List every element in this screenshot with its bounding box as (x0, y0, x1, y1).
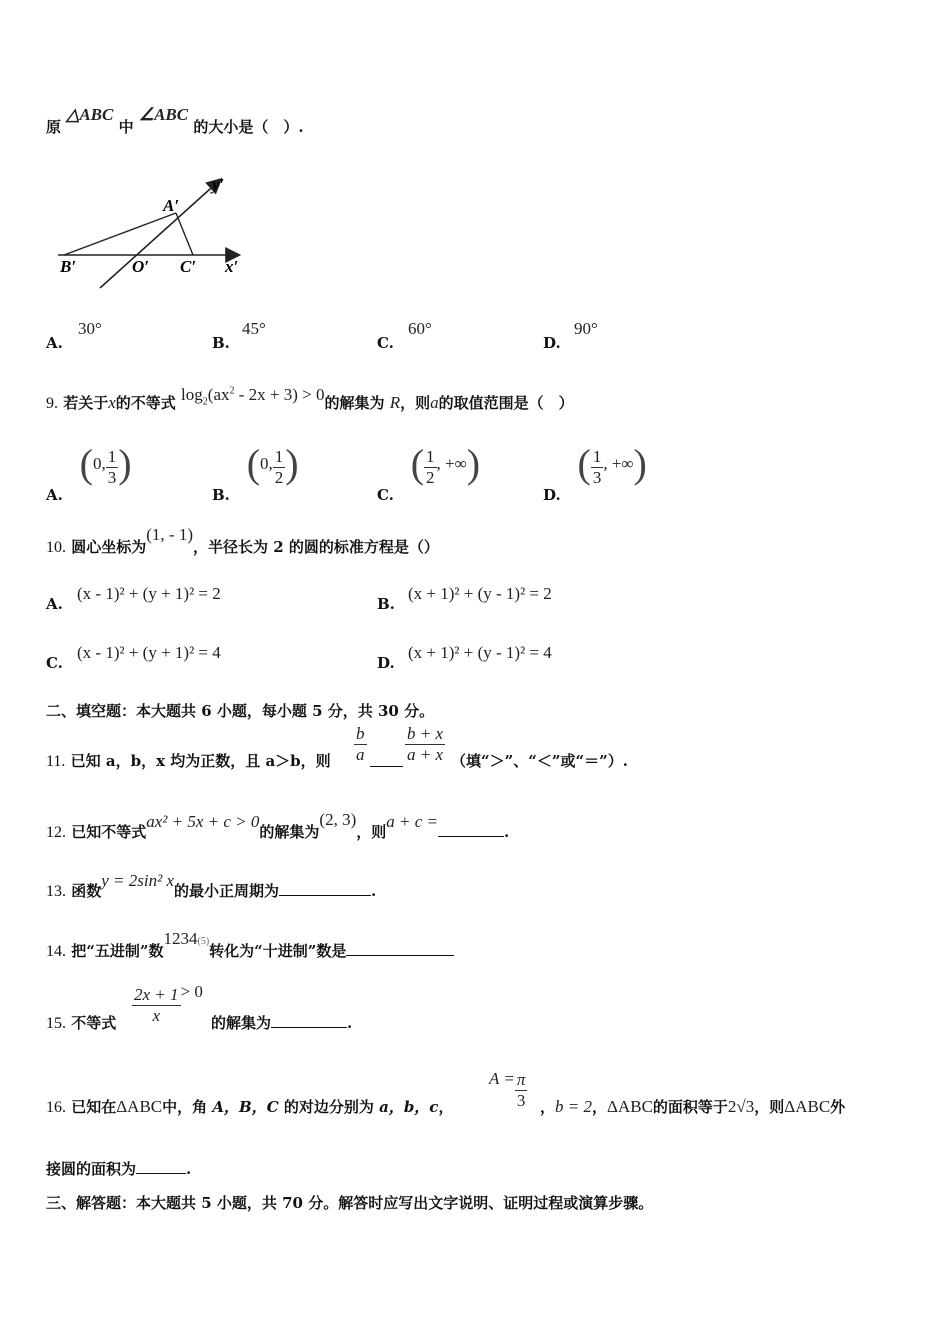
frac-num: 1 (592, 446, 602, 466)
q12-text: 的解集为 (259, 823, 320, 841)
q8-stem-post: 的大小是（ ）. (193, 118, 304, 136)
q12-expression: a + c = (386, 812, 439, 831)
q16-triangle: ΔABC (784, 1097, 831, 1116)
q16-stem-line1 (46, 1096, 453, 1117)
q10-text: ，半径长为 2 的圆的标准方程是（） (192, 538, 439, 556)
q16-triangle: ΔABC (116, 1097, 163, 1116)
q11-text-end: （填“＞”、“＜”或“＝”）. (451, 752, 628, 770)
q16-stem-line1-end (540, 1096, 845, 1117)
frac-num: 1 (274, 446, 284, 466)
q15-relation: > 0 (180, 982, 203, 1002)
q9-var-r: R (389, 393, 401, 412)
q9-option-d[interactable] (543, 440, 647, 504)
option-letter: A. (46, 334, 63, 352)
q10-option-c[interactable] (46, 654, 63, 672)
q10-number: 10. (46, 539, 66, 556)
q16-number: 16. (46, 1099, 66, 1116)
q13-text: 函数 (71, 882, 102, 900)
y-axis-line (100, 180, 220, 288)
q10-text: 圆心坐标为 (71, 538, 147, 556)
q14-blank[interactable] (346, 941, 454, 956)
option-letter: C. (46, 654, 63, 672)
q12-solution-set: (2, 3) (319, 810, 357, 829)
log-arg: (ax (207, 385, 230, 404)
close-paren: ) (466, 441, 481, 486)
q16-text: 中，角 (162, 1098, 213, 1116)
q12-number: 12. (46, 824, 66, 841)
q8-stem (46, 105, 304, 137)
interval-d (577, 441, 647, 487)
q16-b-value: b = 2 (555, 1097, 592, 1116)
option-letter: B. (212, 486, 230, 504)
option-letter: A. (46, 595, 63, 613)
close-paren: ) (118, 441, 132, 486)
q11-text: 已知 a，b，x 均为正数，且 a＞b，则 (70, 752, 331, 770)
q15-inequality (132, 982, 203, 1026)
frac-den: a + x (407, 745, 444, 764)
q14-base: (5) (197, 936, 210, 947)
label-a-prime: A′ (163, 196, 180, 215)
q16-text: 外 (830, 1098, 846, 1116)
section-2-heading: 二、填空题：本大题共 6 小题，每小题 5 分，共 30 分。 (46, 702, 435, 720)
option-letter: D. (543, 486, 561, 504)
label-b-prime: B′ (60, 257, 77, 276)
label-c-prime: C′ (180, 257, 197, 276)
open-paren: ( (246, 441, 261, 486)
q12-inequality: ax² + 5x + c > 0 (146, 812, 260, 831)
option-letter: C. (377, 334, 394, 352)
open-paren: ( (577, 441, 591, 486)
q8-option-c[interactable] (377, 334, 394, 352)
open-paren: ( (410, 441, 425, 486)
q9-text: 的不等式 (115, 394, 176, 412)
q16-text: . (186, 1160, 192, 1178)
q10-option-b[interactable] (377, 595, 395, 613)
q9-stem (46, 385, 574, 415)
option-letter: C. (377, 486, 394, 504)
interval-left: 0, (92, 454, 106, 473)
q8-triangle-math: △ABC (66, 105, 114, 124)
q12-blank[interactable] (438, 822, 504, 837)
label-y-prime: y′ (212, 175, 225, 194)
frac-den: 2 (426, 467, 435, 487)
q14-text: 把“五进制”数 (71, 942, 164, 960)
q16-text: 接圆的面积为 (46, 1160, 137, 1178)
open-paren: ( (79, 441, 93, 486)
q8-option-b-value: 45° (242, 319, 266, 338)
q9-option-a[interactable] (46, 440, 132, 504)
frac-num: b (356, 724, 365, 743)
q12-stem (46, 810, 510, 842)
interval-c (410, 441, 481, 487)
close-paren: ) (633, 441, 647, 486)
log-exp: 2 (229, 385, 235, 397)
q11-number: 11. (46, 753, 66, 770)
q16-text: 的对边分别为 (278, 1098, 380, 1116)
q13-text: 的最小正周期为 (174, 882, 280, 900)
interval-right: , +∞ (603, 454, 634, 473)
option-letter: B. (377, 595, 395, 613)
q13-text: . (371, 882, 377, 900)
q14-stem (46, 929, 454, 961)
interval-left: 0, (260, 454, 273, 473)
q9-option-b[interactable] (212, 440, 299, 504)
section-3-heading: 三、解答题：本大题共 5 小题，共 70 分。解答时应写出文字说明、证明过程或演算步骤。 (46, 1194, 654, 1212)
close-paren: ) (285, 441, 299, 486)
q9-text: ，则 (400, 394, 431, 412)
frac-num: b + x (407, 724, 444, 743)
q15-number: 15. (46, 1015, 66, 1032)
q8-stem-mid: 中 (118, 118, 134, 136)
interval-b (246, 441, 299, 487)
label-x-prime: x′ (225, 257, 239, 276)
frac-den: 3 (107, 467, 117, 487)
q13-number: 13. (46, 883, 66, 900)
q11-stem (46, 750, 331, 771)
q10-option-a-expr: (x - 1)² + (y + 1)² = 2 (77, 584, 221, 603)
q15-text: . (347, 1014, 353, 1032)
option-letter: D. (543, 334, 561, 352)
q8-option-a-value: 30° (78, 319, 102, 338)
q11-blank[interactable] (370, 752, 403, 771)
q16-text: ，则 (754, 1098, 785, 1116)
q14-number: 14. (46, 943, 66, 960)
interval-right: , +∞ (436, 454, 467, 473)
q16-blank[interactable] (136, 1159, 186, 1174)
q8-option-c-value: 60° (408, 319, 432, 338)
q15-stem-end (211, 1012, 352, 1033)
q9-option-c[interactable] (377, 440, 481, 504)
option-letter: A. (46, 486, 63, 504)
q9-number: 9. (46, 395, 58, 412)
q16-angles: A，B，C (212, 1098, 279, 1116)
log-rest: - 2x + 3) > 0 (234, 385, 325, 404)
segment-ac (176, 213, 193, 255)
q15-text: 不等式 (71, 1014, 117, 1032)
q16-sides: a，b，c (379, 1098, 439, 1116)
q16-text: ， (540, 1098, 556, 1116)
q15-blank[interactable] (271, 1013, 347, 1028)
q9-text: 的取值范围是（ ） (438, 394, 574, 412)
q10-option-b-expr: (x + 1)² + (y - 1)² = 2 (408, 584, 552, 603)
q10-option-c-expr: (x - 1)² + (y + 1)² = 4 (77, 643, 221, 662)
q12-text: 已知不等式 (71, 823, 147, 841)
q8-option-d-value: 90° (574, 319, 598, 338)
frac-den: 3 (592, 467, 602, 487)
log-label: log (181, 385, 203, 404)
q16-triangle: ΔABC (607, 1097, 653, 1116)
log-base: 2 (202, 396, 208, 408)
q13-blank[interactable] (279, 881, 371, 896)
q9-var-x: x (108, 393, 116, 412)
q16-text: 已知在 (71, 1098, 117, 1116)
q16-text: 的面积等于 (652, 1098, 728, 1116)
q10-option-a[interactable] (46, 595, 63, 613)
q8-stem-pre: 原 (46, 118, 62, 136)
frac-num: 2x + 1 (134, 985, 179, 1004)
q15-text: 的解集为 (211, 1014, 272, 1032)
q10-stem (46, 525, 439, 557)
q16-text: ， (438, 1098, 454, 1116)
frac-den: a (356, 745, 365, 764)
label-o-prime: O′ (132, 257, 150, 276)
q8-angle-math: ∠ABC (138, 105, 189, 124)
q9-var-a: a (430, 393, 439, 412)
q12-text: . (504, 823, 510, 841)
q11-fraction-2 (405, 724, 445, 765)
q9-inequality (181, 385, 325, 408)
q16-stem-line2 (46, 1158, 191, 1179)
q14-number-base5 (164, 929, 210, 948)
frac-den: 3 (516, 1091, 526, 1110)
q13-function: y = 2sin² x (101, 871, 174, 890)
interval-a (79, 441, 132, 487)
frac-num: 1 (107, 446, 117, 466)
q11-fraction-1 (354, 724, 367, 765)
q16-area: 2√3 (727, 1097, 755, 1116)
q8-option-b[interactable] (212, 334, 230, 352)
q8-option-d[interactable] (543, 334, 561, 352)
q15-stem (46, 1012, 116, 1033)
frac-den: 2 (274, 467, 284, 487)
q14-text: 转化为“十进制”数是 (209, 942, 347, 960)
angle-lhs: A = (489, 1069, 515, 1089)
q16-angle-a (489, 1070, 527, 1111)
q10-option-d[interactable] (377, 654, 395, 672)
q8-option-a[interactable] (46, 334, 63, 352)
q9-text: 的解集为 (324, 394, 385, 412)
q9-text: 若关于 (63, 394, 109, 412)
frac-num: π (516, 1070, 526, 1089)
q16-text: ， (592, 1098, 608, 1116)
frac-num: 1 (426, 446, 435, 466)
q8-oblique-figure (50, 170, 250, 295)
q12-text: ，则 (356, 823, 387, 841)
q13-stem (46, 871, 377, 901)
q10-option-d-expr: (x + 1)² + (y - 1)² = 4 (408, 643, 552, 662)
option-letter: B. (212, 334, 230, 352)
q10-center: (1, - 1) (146, 525, 193, 544)
frac-den: x (152, 1006, 161, 1025)
option-letter: D. (377, 654, 395, 672)
q14-digits: 1234 (163, 929, 198, 948)
